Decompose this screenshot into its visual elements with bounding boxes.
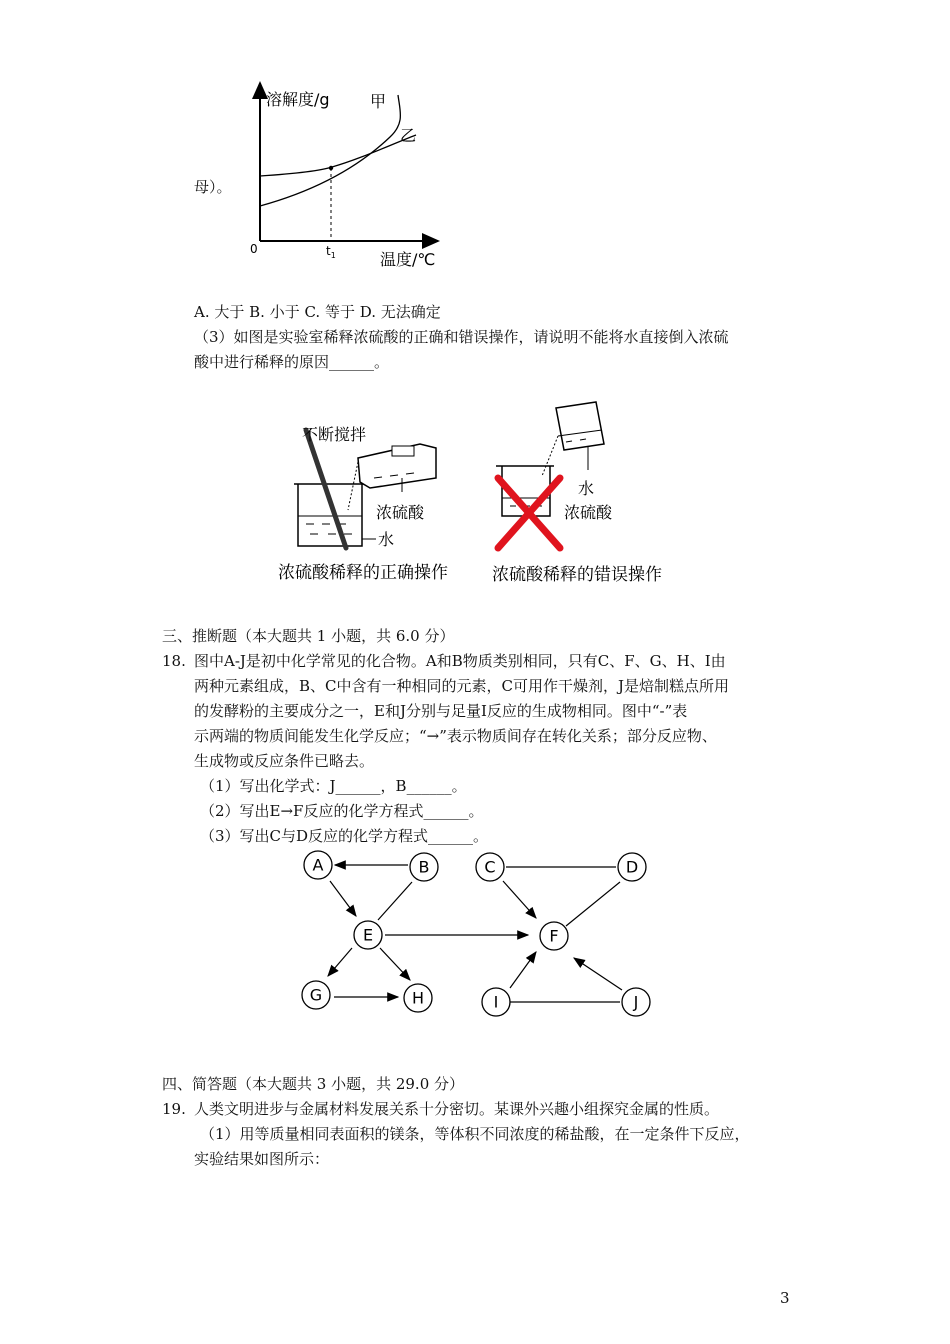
node-g: G bbox=[309, 985, 323, 1005]
curve-jia-label: 甲 bbox=[370, 92, 387, 111]
q18-line: 示两端的物质间能发生化学反应；“→”表示物质间存在转化关系；部分反应物、 bbox=[194, 727, 717, 745]
edge-b-e bbox=[378, 882, 412, 920]
q18-line: 图中A-J是初中化学常见的化合物。A和B物质类别相同，只有C、F、G、H、I由 bbox=[194, 652, 726, 670]
q19-line1: 人类文明进步与金属材料发展关系十分密切。某课外兴趣小组探究金属的性质。 bbox=[194, 1100, 720, 1118]
edge-c-f bbox=[503, 881, 536, 918]
water-label-wrong: 水 bbox=[578, 479, 595, 498]
glass-rod bbox=[306, 430, 346, 548]
edge-e-g bbox=[328, 948, 352, 976]
q18-sub2: （2）写出E→F反应的化学方程式______。 bbox=[200, 802, 484, 820]
continued-text: 母）。 bbox=[194, 178, 232, 196]
origin-label: 0 bbox=[250, 242, 258, 256]
caption-correct: 浓硫酸稀释的正确操作 bbox=[278, 563, 448, 583]
node-e: E bbox=[362, 925, 374, 945]
section3-heading: 三、推断题（本大题共 1 小题，共 6.0 分） bbox=[162, 627, 455, 645]
stir-label: 不断搅拌 bbox=[302, 425, 367, 444]
node-a: A bbox=[312, 855, 324, 875]
q19-number: 19. bbox=[162, 1100, 186, 1118]
solubility-graph bbox=[240, 75, 460, 275]
node-c: C bbox=[484, 857, 496, 877]
q17-part3-line1: （3）如图是实验室稀释浓硫酸的正确和错误操作，请说明不能将水直接倒入浓硫 bbox=[194, 328, 729, 346]
edge-a-e bbox=[330, 881, 356, 916]
water-beaker bbox=[556, 402, 604, 450]
q18-line: 的发酵粉的主要成分之一，E和J分别与足量I反应的生成物相同。图中“-”表 bbox=[194, 702, 688, 720]
edge-e-h bbox=[380, 948, 410, 980]
q17-options: A. 大于 B. 小于 C. 等于 D. 无法确定 bbox=[194, 303, 441, 321]
section4-heading: 四、简答题（本大题共 3 小题，共 29.0 分） bbox=[162, 1075, 465, 1093]
node-f: F bbox=[549, 926, 559, 946]
q19-line2: （1）用等质量相同表面积的镁条，等体积不同浓度的稀盐酸，在一定条件下反应， bbox=[200, 1125, 750, 1143]
edge-d-f bbox=[566, 882, 620, 926]
t1-label: $t_1$ bbox=[326, 244, 336, 260]
q18-sub1: （1）写出化学式：J______，B______。 bbox=[200, 777, 467, 795]
node-j: J bbox=[633, 992, 639, 1012]
node-h: H bbox=[411, 988, 425, 1008]
node-b: B bbox=[418, 857, 430, 877]
q18-line: 两种元素组成，B、C中含有一种相同的元素，C可用作干燥剂，J是焙制糕点所用 bbox=[194, 677, 729, 695]
curve-yi-label: 乙 bbox=[400, 126, 417, 145]
water-label-correct: 水 bbox=[378, 530, 395, 549]
dilution-figure bbox=[270, 398, 690, 588]
relation-diagram bbox=[290, 848, 660, 1026]
y-axis-label: 溶解度/g bbox=[266, 90, 330, 109]
node-d: D bbox=[625, 857, 639, 877]
caption-wrong: 浓硫酸稀释的错误操作 bbox=[492, 565, 662, 585]
edge-j-f bbox=[574, 958, 622, 990]
q18-sub3: （3）写出C与D反应的化学方程式______。 bbox=[200, 827, 489, 845]
acid-label-correct: 浓硫酸 bbox=[376, 503, 425, 522]
page-number: 3 bbox=[780, 1289, 790, 1307]
q18-line: 生成物或反应条件已略去。 bbox=[194, 752, 375, 770]
edge-i-f bbox=[510, 952, 536, 988]
q19-line3: 实验结果如图所示： bbox=[194, 1150, 330, 1168]
q18-number: 18. bbox=[162, 652, 186, 670]
acid-label-wrong: 浓硫酸 bbox=[564, 503, 613, 522]
q17-part3-line2: 酸中进行稀释的原因______。 bbox=[194, 353, 390, 371]
intersection-point bbox=[329, 166, 333, 170]
node-i: I bbox=[493, 992, 499, 1012]
x-axis-label: 温度/℃ bbox=[380, 250, 436, 269]
curve-yi bbox=[260, 135, 416, 176]
